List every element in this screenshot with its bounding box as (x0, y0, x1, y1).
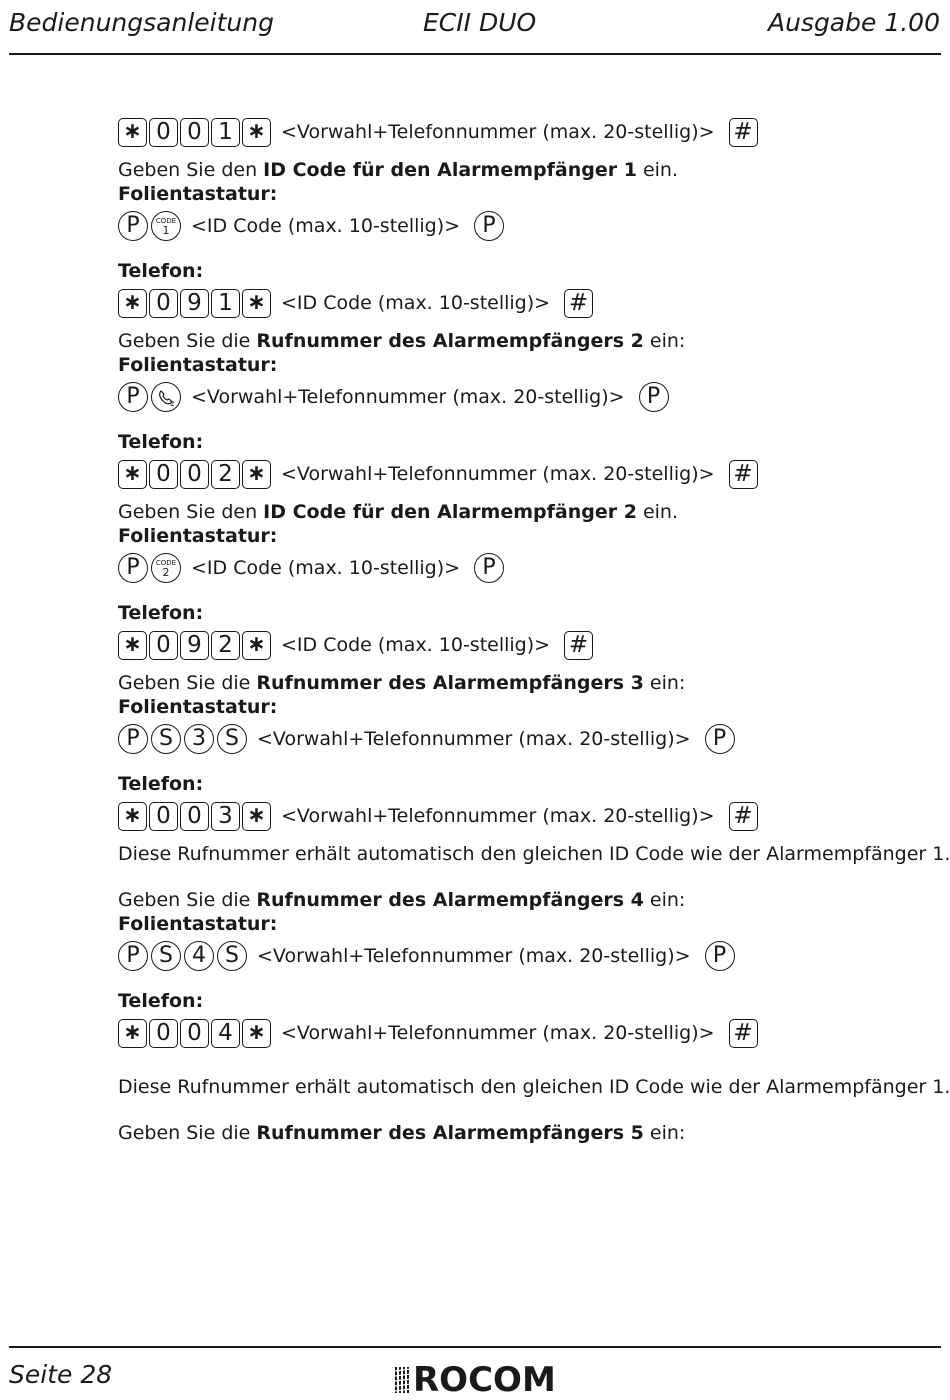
telefon-label: Telefon: (118, 431, 204, 453)
instruction-bold: Rufnummer des Alarmempfängers 5 (256, 1122, 644, 1144)
folientastatur-label: Folientastatur: (118, 525, 278, 547)
logo-mark-icon (395, 1365, 411, 1395)
instruction-bold: ID Code für den Alarmempfänger 1 (263, 159, 637, 181)
digit-key: 0 (149, 289, 178, 318)
phone-number-param: <Vorwahl+Telefonnummer (max. 20-stellig)> (281, 463, 715, 485)
phone-number-param: <Vorwahl+Telefonnummer (max. 20-stellig)> (257, 945, 691, 967)
folientastatur-label: Folientastatur: (118, 696, 278, 718)
code-key-label: CODE (155, 558, 177, 567)
digit-key: 2 (211, 631, 240, 660)
phone-number-param: <Vorwahl+Telefonnummer (max. 20-stellig)> (281, 1022, 715, 1044)
digit-key: 3 (211, 802, 240, 831)
digit-key: 1 (211, 289, 240, 318)
digit-circle-key-icon: 4 (184, 941, 214, 971)
p-key-icon: P (474, 553, 504, 583)
hash-key-icon: # (729, 802, 758, 831)
folien-sequence-id1 (118, 206, 938, 246)
header-product-name: ECII DUO (423, 8, 537, 37)
s-key-icon: S (217, 724, 247, 754)
telefon-label: Telefon: (118, 990, 204, 1012)
code-key-number: 2 (162, 565, 170, 579)
s-key-icon: S (151, 724, 181, 754)
p-key-icon: P (639, 382, 669, 412)
header-divider (9, 53, 941, 55)
telefon-sequence-id2 (118, 625, 938, 665)
digit-key: 0 (180, 118, 209, 147)
svg-text:2: 2 (170, 400, 175, 408)
star-key-icon: ∗ (118, 118, 147, 147)
instruction-text: Geben Sie die (118, 330, 257, 352)
star-key-icon: ∗ (118, 631, 147, 660)
instruction-text: Geben Sie die (118, 672, 257, 694)
digit-key: 9 (180, 631, 209, 660)
p-key-icon: P (118, 553, 148, 583)
id-code-param: <ID Code (max. 10-stellig)> (281, 292, 551, 314)
page-number: Seite 28 (9, 1360, 113, 1389)
folien-sequence-rn2 (118, 377, 938, 417)
digit-key: 0 (180, 802, 209, 831)
telefon-sequence-id1 (118, 283, 938, 323)
telefon-label: Telefon: (118, 773, 204, 795)
instruction-rufnummer-5 (118, 1121, 938, 1145)
digit-key: 0 (149, 1019, 178, 1048)
star-key-icon: ∗ (118, 802, 147, 831)
code-2-key-icon (151, 553, 181, 583)
telefon-label: Telefon: (118, 260, 204, 282)
instruction-text: ein. (636, 159, 679, 181)
telefon-sequence-rn4 (118, 1013, 938, 1053)
folientastatur-label: Folientastatur: (118, 913, 278, 935)
star-key-icon: ∗ (242, 460, 271, 489)
hash-key-icon: # (564, 289, 593, 318)
hash-key-icon: # (729, 1019, 758, 1048)
star-key-icon: ∗ (242, 1019, 271, 1048)
instruction-rufnummer-4 (118, 888, 938, 912)
header-manual-title: Bedienungsanleitung (9, 8, 274, 37)
telefon-sequence-rn2 (118, 454, 938, 494)
instruction-rufnummer-2 (118, 329, 938, 353)
p-key-icon: P (118, 382, 148, 412)
p-key-icon: P (705, 941, 735, 971)
s-key-icon: S (151, 941, 181, 971)
rocom-logo (395, 1362, 556, 1398)
star-key-icon: ∗ (242, 802, 271, 831)
phone-number-param: <Vorwahl+Telefonnummer (max. 20-stellig)> (257, 728, 691, 750)
digit-key: 2 (211, 460, 240, 489)
p-key-icon: P (474, 211, 504, 241)
id-code-param: <ID Code (max. 10-stellig)> (191, 215, 461, 237)
phone-2-key-icon (151, 382, 181, 412)
instruction-text: Geben Sie die (118, 889, 257, 911)
digit-key: 4 (211, 1019, 240, 1048)
id-code-param: <ID Code (max. 10-stellig)> (191, 557, 461, 579)
hash-key-icon: # (729, 118, 758, 147)
instruction-text: ein: (643, 330, 686, 352)
instruction-bold: Rufnummer des Alarmempfängers 2 (256, 330, 644, 352)
s-key-icon: S (217, 941, 247, 971)
note-rn4: Diese Rufnummer erhält automatisch den gleichen ID Code wie der Alarmempfänger 1. (118, 1076, 950, 1098)
star-key-icon: ∗ (118, 289, 147, 318)
p-key-icon: P (118, 211, 148, 241)
digit-key: 0 (149, 118, 178, 147)
phone-number-param: <Vorwahl+Telefonnummer (max. 20-stellig)> (281, 805, 715, 827)
star-key-icon: ∗ (242, 289, 271, 318)
folien-sequence-rn3 (118, 719, 938, 759)
instruction-text: Geben Sie den (118, 159, 264, 181)
star-key-icon: ∗ (118, 460, 147, 489)
note-rn3: Diese Rufnummer erhält automatisch den gleichen ID Code wie der Alarmempfänger 1. (118, 843, 950, 865)
header-edition: Ausgabe 1.00 (767, 8, 940, 37)
telefon-label: Telefon: (118, 602, 204, 624)
p-key-icon: P (118, 724, 148, 754)
instruction-text: ein: (643, 889, 686, 911)
star-key-icon: ∗ (242, 118, 271, 147)
instruction-bold: ID Code für den Alarmempfänger 2 (263, 501, 637, 523)
footer-divider (9, 1346, 941, 1348)
digit-key: 0 (149, 460, 178, 489)
digit-circle-key-icon: 3 (184, 724, 214, 754)
telefon-sequence-1 (118, 112, 938, 152)
instruction-text: ein: (643, 672, 686, 694)
instruction-text: Geben Sie die (118, 1122, 257, 1144)
hash-key-icon: # (564, 631, 593, 660)
folientastatur-label: Folientastatur: (118, 183, 278, 205)
phone-number-param: <Vorwahl+Telefonnummer (max. 20-stellig)> (191, 386, 625, 408)
digit-key: 0 (149, 631, 178, 660)
id-code-param: <ID Code (max. 10-stellig)> (281, 634, 551, 656)
folien-sequence-rn4 (118, 936, 938, 976)
instruction-bold: Rufnummer des Alarmempfängers 4 (256, 889, 644, 911)
digit-key: 0 (149, 802, 178, 831)
folientastatur-label: Folientastatur: (118, 354, 278, 376)
code-key-label: CODE (155, 216, 177, 225)
instruction-id-code-1 (118, 158, 938, 182)
star-key-icon: ∗ (242, 631, 271, 660)
instruction-text: Geben Sie den (118, 501, 264, 523)
digit-key: 0 (180, 460, 209, 489)
p-key-icon: P (705, 724, 735, 754)
code-1-key-icon (151, 211, 181, 241)
instruction-text: ein. (636, 501, 679, 523)
digit-key: 9 (180, 289, 209, 318)
page-body (118, 112, 950, 1145)
star-key-icon: ∗ (118, 1019, 147, 1048)
p-key-icon: P (118, 941, 148, 971)
telefon-sequence-rn3 (118, 796, 938, 836)
folien-sequence-id2 (118, 548, 938, 588)
phone-number-param: <Vorwahl+Telefonnummer (max. 20-stellig)> (281, 121, 715, 143)
logo-wordmark: ROCOM (413, 1360, 556, 1400)
digit-key: 1 (211, 118, 240, 147)
code-key-number: 1 (162, 223, 170, 237)
instruction-id-code-2 (118, 500, 938, 524)
hash-key-icon: # (729, 460, 758, 489)
instruction-text: ein: (643, 1122, 686, 1144)
instruction-bold: Rufnummer des Alarmempfängers 3 (256, 672, 644, 694)
instruction-rufnummer-3 (118, 671, 938, 695)
digit-key: 0 (180, 1019, 209, 1048)
